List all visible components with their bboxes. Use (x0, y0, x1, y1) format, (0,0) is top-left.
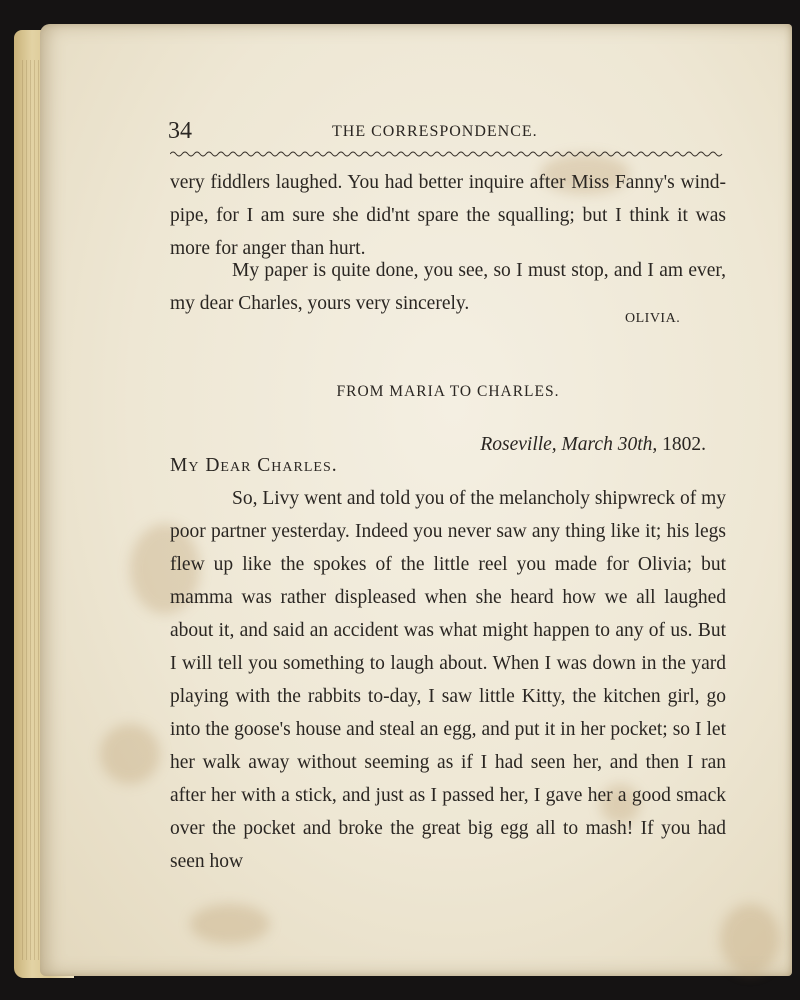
letter-sign-off-paragraph: My paper is quite done, you see, so I must stop, and I am ever, my dear Charles, yours very sincerely. (170, 260, 726, 314)
letter-heading: FROM MARIA TO CHARLES. (336, 383, 560, 400)
signature: OLIVIA. (625, 311, 681, 326)
dateline-place: Roseville, March (480, 434, 613, 455)
stain (190, 904, 270, 944)
stain (720, 904, 780, 974)
wavy-header-rule (170, 150, 725, 158)
running-title: THE CORRESPONDENCE. (332, 123, 538, 140)
dateline-day: 30th, (617, 434, 658, 455)
page-header (168, 118, 728, 148)
salutation: My Dear Charles. (170, 455, 338, 476)
page-number: 34 (168, 118, 192, 144)
letter-body: So, Livy went and told you of the melancholy shipwreck of my poor partner yesterday. Indeed you never saw any thing like it; his legs flew up like the spokes of the little reel you made for Olivia; but mamma was rather displeased when she heard how we all laughed about it, and said an accident was what might happen to any of us. But I will tell you something to laugh about. When I was down in the yard playing with the rabbits to-day, I saw little Kitty, the kitchen girl, go into the goose's house and steal an egg, and put it in her pocket; so I let her walk away without seeming as if I had seen her, and then I ran after her with a stick, and just as I passed her, I gave her a good smack over the pocket and broke the great big egg all to mash! If you had seen how (170, 488, 726, 872)
letter-closing-paragraph: very fiddlers laughed. You had better inquire after Miss Fanny's wind-pipe, for I am sure she did'nt spare the squalling; but I think it was more for anger than hurt. (170, 172, 726, 259)
stain (100, 724, 160, 784)
dateline (170, 434, 706, 456)
dateline-year: 1802. (662, 434, 706, 455)
